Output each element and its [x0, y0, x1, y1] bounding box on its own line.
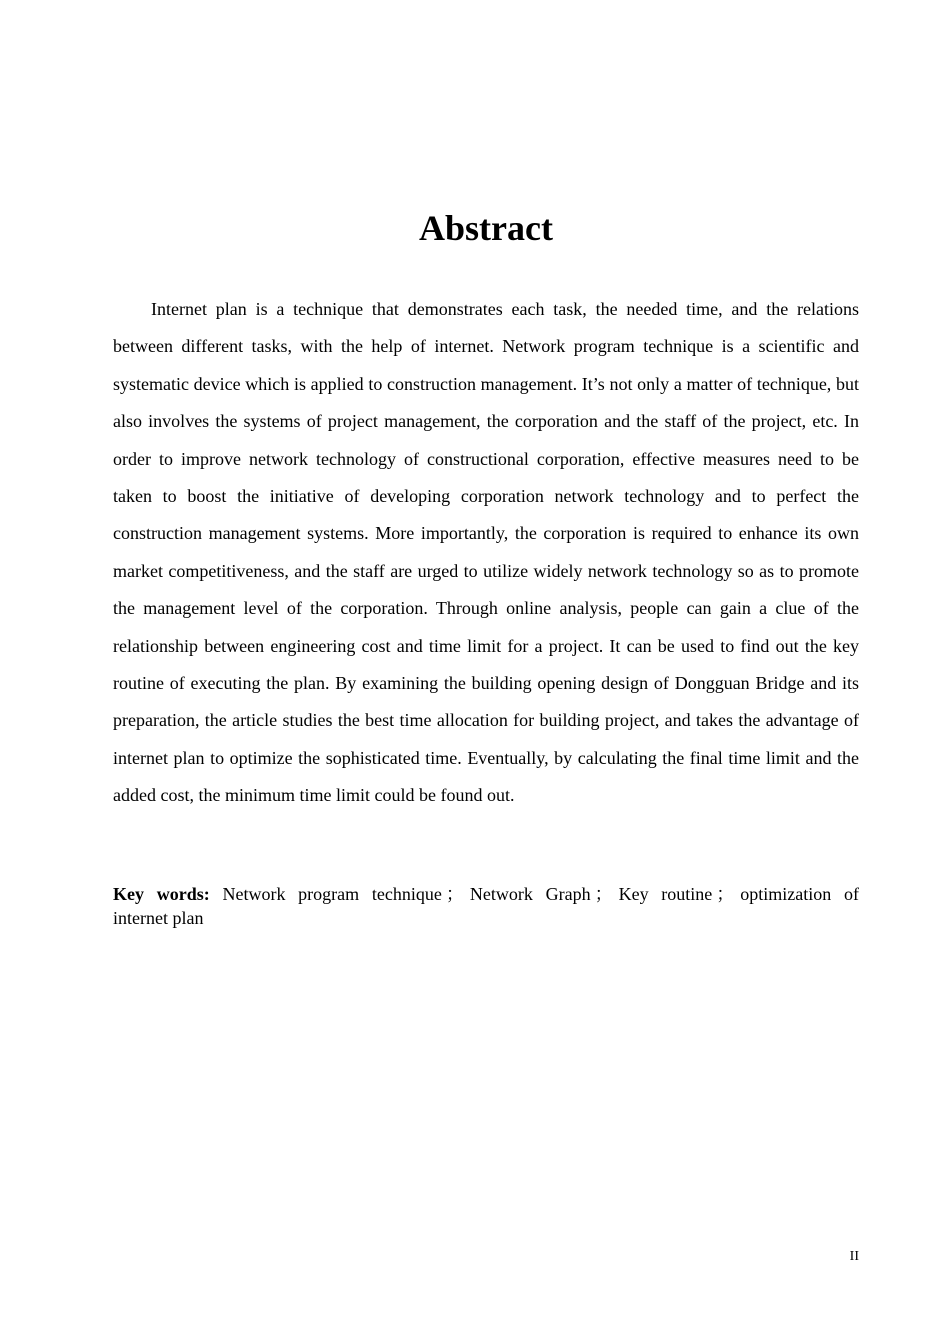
keyword-separator: ； — [594, 884, 613, 904]
keywords-line — [113, 882, 859, 930]
keyword-separator: ； — [716, 884, 735, 904]
keyword-item: Network Graph — [469, 884, 591, 904]
keyword-item: optimization of internet plan — [113, 884, 860, 928]
page-title: Abstract — [419, 208, 553, 248]
keywords-label: Key words: — [113, 884, 210, 904]
page-number: II — [849, 1249, 859, 1264]
abstract-body: Internet plan is a technique that demonstrates each task, the needed time, and the relations between different tasks, with the help of internet. Network program technique is a scientific and systematic device which is applied to construction management. It’s not only a matter of technique, but also involves the systems of project management, the corporation and the staff of the project, etc. In order to improve network technology of constructional corporation, effective measures need to be taken to boost the initiative of developing corporation network technology and to perfect the construction management systems. More importantly, the corporation is required to enhance its own market competitiveness, and the staff are urged to utilize widely network technology so as to promote the management level of the corporation. Through online analysis, people can gain a clue of the relationship between engineering cost and time limit for a project. It can be used to find out the key routine of executing the plan. By examining the building opening design of Dongguan Bridge and its preparation, the article studies the best time allocation for building project, and takes the advantage of internet plan to optimize the sophisticated time. Eventually, by calculating the final time limit and the added cost, the minimum time limit could be found out. — [113, 299, 859, 806]
keyword-separator: ； — [445, 884, 464, 904]
keyword-item: Network program technique — [222, 884, 442, 904]
keyword-item: Key routine — [618, 884, 713, 904]
